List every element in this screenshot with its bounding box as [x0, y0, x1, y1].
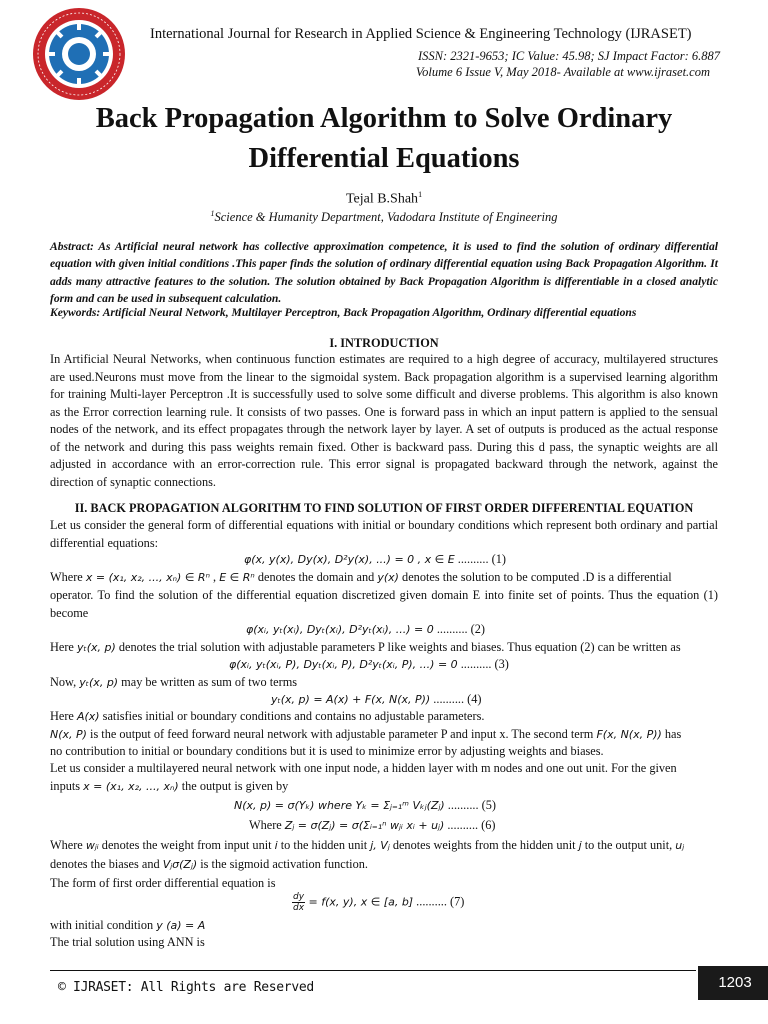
nx-line-cont: no contribution to initial or boundary conditions but it is used to minimize error by adjusting weights and biases.	[50, 744, 604, 758]
equation-5-number: .......... (5)	[444, 798, 496, 812]
inputs-line	[50, 779, 718, 794]
math-initial-condition: y (a) = A	[156, 919, 206, 932]
text: with initial condition	[50, 918, 157, 932]
author	[0, 190, 768, 208]
author-name: Tejal B.Shah	[345, 191, 419, 207]
equation-4-number: .......... (4)	[430, 692, 482, 706]
equation-2	[246, 622, 485, 637]
section-heading-introduction: I. INTRODUCTION	[329, 336, 439, 350]
fraction-numerator: dy	[293, 892, 305, 902]
text: inputs	[50, 779, 84, 793]
text: denotes the domain and	[254, 570, 378, 584]
first-order-line: The form of first order differential equation is	[50, 876, 276, 890]
journal-name: International Journal for Research in Applied Science & Engineering Technology (IJRASET)	[150, 26, 692, 42]
abstract: Abstract: As Artificial neural network has collective approximation competence, it is used to find the solution of ordinary differential equation with given initial conditions .This paper finds the solution of ordinary differential equation using Back Propagation Algorithm. It adds many attractive features to the solution. The solution obtained by Back Propagation Algorithm is differentiable in a closed analytic form and can be used in subsequent calculation.	[50, 240, 718, 305]
discretization-paragraph: operator. To find the solution of the differential equation discretized given domain E into finite set of points. Thus the equation (1) become	[50, 588, 718, 620]
equation-4-body: yₜ(x, p) = A(x) + F(x, N(x, P))	[271, 693, 431, 706]
math-sigmoid: Vⱼσ(Zⱼ)	[162, 858, 198, 871]
math-yt: yₜ(x, p)	[76, 641, 116, 654]
text: is the sigmoid activation function.	[197, 857, 368, 871]
text: Where	[249, 818, 285, 832]
trial-ann-line: The trial solution using ANN is	[50, 935, 205, 949]
equation-1-body: φ(x, y(x), Dy(x), D²y(x), ...) = 0 , x ∈ E	[244, 553, 455, 566]
text: denotes the weight from input unit	[98, 838, 275, 852]
equation-3-number: .......... (3)	[457, 657, 509, 671]
equation-6	[249, 818, 496, 833]
author-sup: 1	[418, 190, 423, 199]
fraction-denominator: dx	[293, 903, 305, 913]
copyright: © IJRASET: All Rights are Reserved	[58, 980, 314, 995]
text: the output is given by	[178, 779, 289, 793]
sum-of-terms-line	[50, 675, 718, 690]
ax-line	[50, 709, 718, 724]
equation-2-body: φ(xᵢ, yₜ(xᵢ), Dyₜ(xᵢ), D²yₜ(xᵢ), ...) = 0	[246, 623, 434, 636]
equation-4	[271, 692, 481, 707]
text: Where	[50, 570, 86, 584]
text: denotes weights from the hidden unit	[389, 838, 579, 852]
math-j: j	[578, 839, 582, 852]
equation-1-number: .......... (1)	[454, 552, 506, 566]
text: ,	[209, 570, 220, 584]
trial-solution-line	[50, 640, 718, 655]
text: denotes the trial solution with adjustable parameters P like weights and biases. Thus equation (2) can be written as	[115, 640, 681, 654]
text: satisfies initial or boundary conditions and contains no adjustable parameters.	[99, 709, 485, 723]
ijraset-logo-icon	[30, 6, 128, 102]
biases-line	[50, 857, 718, 872]
text: to the hidden unit	[277, 838, 371, 852]
text: Where	[50, 838, 86, 852]
equation-2-number: .......... (2)	[433, 622, 486, 636]
initial-condition-line	[50, 918, 718, 933]
text: has	[661, 727, 682, 741]
text: to the output unit,	[581, 838, 676, 852]
text: Here	[50, 709, 77, 723]
where-line	[50, 570, 718, 585]
multilayer-line: Let us consider a multilayered neural network with one input node, a hidden layer with m nodes and one out unit. For the given	[50, 761, 677, 775]
section-heading-bpa: II. BACK PROPAGATION ALGORITHM TO FIND SOLUTION OF FIRST ORDER DIFFERENTIAL EQUATION	[74, 501, 694, 515]
equation-1	[244, 552, 506, 567]
text: may be written as sum of two terms	[118, 675, 298, 689]
math-x-vector: x = (x₁, x₂, ..., xₙ)	[83, 780, 179, 793]
text: Here	[50, 640, 77, 654]
equation-3-body: φ(xᵢ, yₜ(xᵢ, P), Dyₜ(xᵢ, P), D²yₜ(xᵢ, P), ...) = 0	[229, 658, 458, 671]
math-nx: N(x, P)	[50, 728, 87, 741]
affiliation-sup: 1	[210, 209, 215, 218]
math-vj: j, Vⱼ	[370, 839, 390, 852]
math-i: i	[274, 839, 278, 852]
math-wji: wⱼᵢ	[85, 839, 99, 852]
math-yx: y(x)	[377, 571, 399, 584]
equation-3	[229, 657, 509, 672]
math-yt: yₜ(x, p)	[79, 676, 119, 689]
math-uj: uⱼ	[675, 839, 685, 852]
equation-6-body: Zⱼ = σ(Zⱼ) = σ(Σᵢ₌₁ⁿ wⱼᵢ xᵢ + uⱼ)	[284, 819, 445, 832]
issn-line: ISSN: 2321-9653; IC Value: 45.98; SJ Impact Factor: 6.887	[417, 49, 720, 63]
text: denotes the biases and	[50, 857, 163, 871]
keywords: Keywords: Artificial Neural Network, Multilayer Perceptron, Back Propagation Algorithm, Ordinary differential equations	[50, 306, 637, 319]
equation-7	[292, 892, 464, 913]
derivative-fraction	[292, 892, 305, 913]
text: is the output of feed forward neural network with adjustable parameter P and input x. The second term	[86, 727, 597, 741]
text: denotes the solution to be computed .D is a differential	[398, 570, 672, 584]
affiliation-text: Science & Humanity Department, Vadodara Institute of Engineering	[214, 210, 558, 225]
nx-line	[50, 727, 718, 742]
text: Now,	[50, 675, 80, 689]
equation-7-body: = f(x, y), x ∈ [a, b]	[305, 895, 414, 909]
introduction-paragraph: In Artificial Neural Networks, when continuous function estimates are required to a high degree of accuracy, multilayered structures are used.Neurons must move from the linear to the sigmoidal system. Back propagation algorithm is a supervised learning algorithm for training Multi-layer Perceptron .It is successfully used to solve some difficult and diverse problems. This algorithm is also known as the Error correction learning rule. It consists of two passes. One is forward pass in which an input pattern is applied to the sensual nodes of the network, and its effect propagates through the network layer by layer. A set of outputs is produced as the actual response of the network and during this pass weights remain fixed. Other is backward pass. During this d pass, the synaptic weights are all adjusted in accordance with an error-correction rule. This error signal is propagated backward through the network, against the direction of synaptic connections.	[50, 352, 718, 489]
math-domain: E ∈ Rⁿ	[219, 571, 255, 584]
general-form-paragraph: Let us consider the general form of differential equations with initial or boundary conditions which represent both ordinary and partial differential equations:	[50, 518, 718, 550]
weights-line	[50, 838, 718, 853]
affiliation	[0, 209, 768, 225]
equation-5-body: N(x, p) = σ(Yₖ) where Yₖ = Σⱼ₌₁ᵐ Vₖⱼ(Zⱼ)	[234, 799, 445, 812]
volume-line: Volume 6 Issue V, May 2018- Available at www.ijraset.com	[415, 65, 710, 79]
math-x-vector: x = (x₁, x₂, ..., xₙ) ∈ Rⁿ	[85, 571, 210, 584]
math-fx: F(x, N(x, P))	[596, 728, 662, 741]
page-number: 1203	[698, 966, 768, 1000]
equation-5	[234, 798, 496, 813]
equation-6-number: .......... (6)	[444, 818, 496, 832]
footer-rule	[50, 970, 696, 971]
math-ax: A(x)	[76, 710, 100, 723]
equation-7-number: .......... (7)	[413, 894, 465, 909]
paper-title: Back Propagation Algorithm to Solve Ordinary Differential Equations	[95, 103, 673, 174]
